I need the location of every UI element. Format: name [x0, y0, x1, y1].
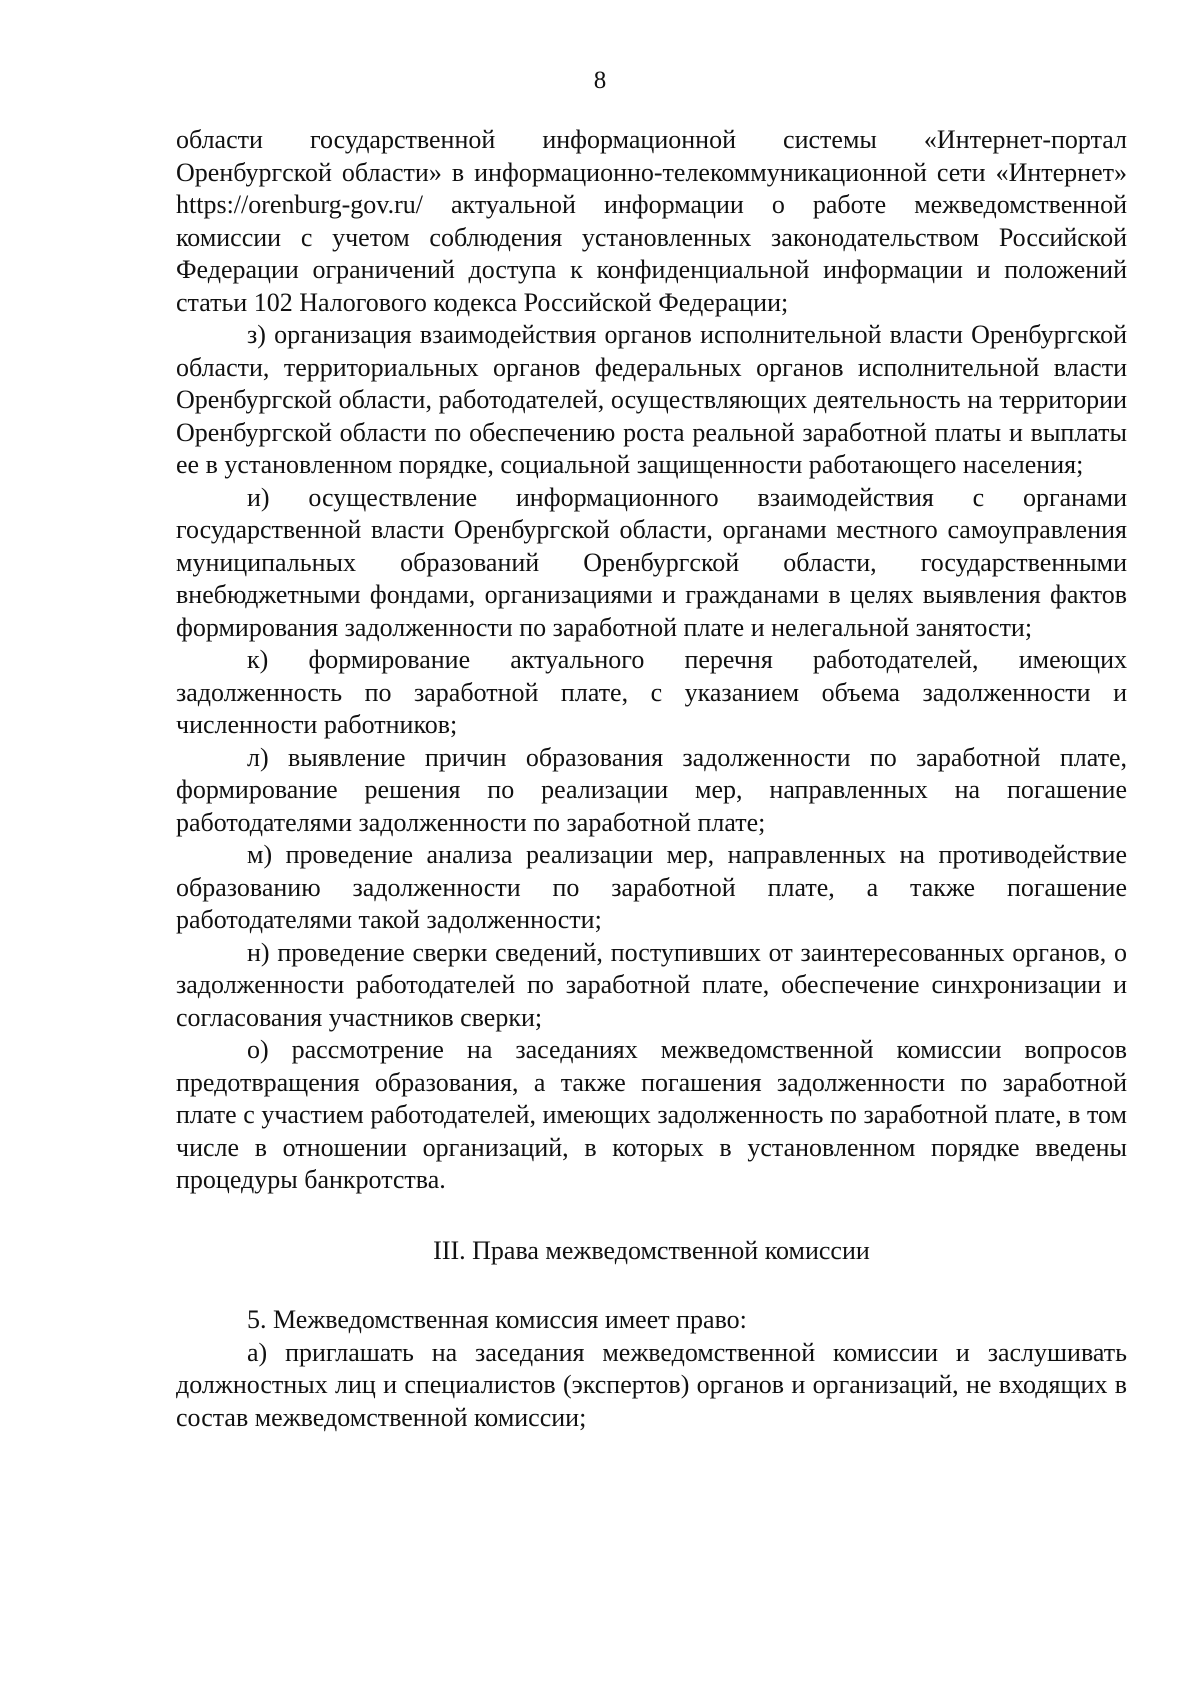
- paragraph-item-k: к) формирование актуального перечня работодателей, имеющих задолженность по заработной плате, с указанием объема задолженности и численности работников;: [176, 645, 1127, 739]
- paragraph-item-i: и) осуществление информационного взаимодействия с органами государственной власти Оренбургской области, органами местного самоуправления муниципальных образований Оренбургской области, государственными внебюджетными фондами, организациями и гражданами в целях выявления фактов формирования задолженности по заработной плате и нелегальной занятости;: [176, 482, 1127, 642]
- paragraph-item-z: з) организация взаимодействия органов исполнительной власти Оренбургской области, территориальных органов федеральных органов исполнительной власти Оренбургской области, работодателей, осуществляющих деятельность на территории Оренбургской области по обеспечению роста реальной заработной платы и выплаты ее в установленном порядке, социальной защищенности работающего населения;: [176, 320, 1127, 479]
- section-heading: III. Права межведомственной комиссии: [433, 1235, 870, 1265]
- paragraph-item-m: м) проведение анализа реализации мер, направленных на противодействие образованию задолженности по заработной плате, а также погашение работодателями такой задолженности;: [176, 840, 1127, 934]
- paragraph-continuation: области государственной информационной системы «Интернет-портал Оренбургской области» в информационно-телекоммуникационной сети «Интернет» https://orenburg-gov.ru/ актуальной информации о работе межведомственной комиссии с учетом соблюдения установленных законодательством Российской Федерации ограничений доступа к конфиденциальной информации и положений статьи 102 Налогового кодекса Российской Федерации;: [176, 125, 1127, 317]
- paragraph-item-l: л) выявление причин образования задолженности по заработной плате, формирование решения по реализации мер, направленных на погашение работодателями задолженности по заработной плате;: [176, 742, 1127, 837]
- page-number: 8: [593, 67, 607, 94]
- document-body: [176, 124, 1127, 1434]
- paragraph-item-a: а) приглашать на заседания межведомственной комиссии и заслушивать должностных лиц и специалистов (экспертов) органов и организаций, не входящих в состав межведомственной комиссии;: [176, 1337, 1127, 1432]
- paragraph-item-n: н) проведение сверки сведений, поступивших от заинтересованных органов, о задолженности работодателей по заработной плате, обеспечение синхронизации и согласования участников сверки;: [176, 937, 1127, 1032]
- paragraph-clause-5: 5. Межведомственная комиссия имеет право:: [247, 1305, 747, 1334]
- paragraph-item-o: о) рассмотрение на заседаниях межведомственной комиссии вопросов предотвращения образования, а также погашения задолженности по заработной плате с участием работодателей, имеющих задолженность по заработной плате, в том числе в отношении организаций, в которых в установленном порядке введены процедуры банкротства.: [176, 1035, 1127, 1194]
